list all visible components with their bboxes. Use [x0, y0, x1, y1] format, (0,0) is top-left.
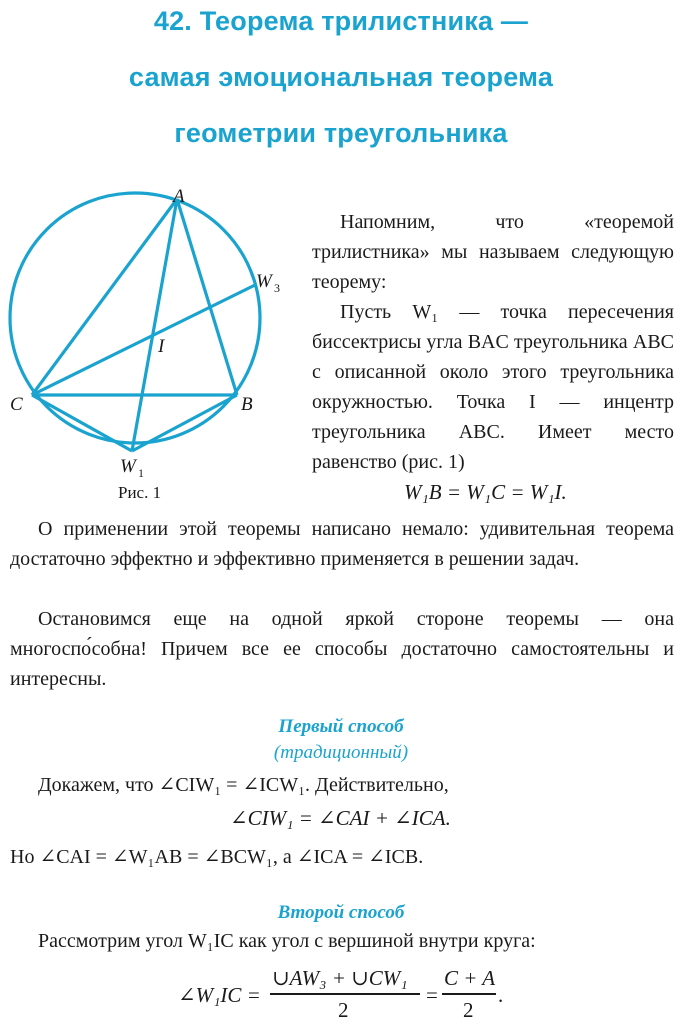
label-w3-sub: 3 — [274, 281, 280, 295]
equals-sign: = — [426, 983, 438, 1007]
fraction-2-bar — [442, 993, 496, 995]
label-b: B — [241, 394, 253, 415]
bisector-aw1 — [132, 199, 177, 451]
body-paragraph-2: Остановимся еще на одной яркой стороне теоремы — она многоспо́собна! Причем все ее способы достаточно самостоятельны и интересны. — [10, 608, 674, 690]
label-a: A — [173, 186, 185, 207]
title-line-1: 42. Теорема трилистника — — [153, 6, 529, 36]
title-line-3: геометрии треугольника — [174, 118, 508, 148]
chord-cw1 — [32, 395, 132, 451]
label-c: C — [10, 394, 23, 415]
title-line-2: самая эмоциональная теорема — [128, 62, 554, 92]
fraction-1-numerator: ∪AW₃ + ∪CW₁ — [272, 966, 408, 990]
method-1-line-1: Докажем, что ∠CIW₁ = ∠ICW₁. Действительно, — [38, 774, 449, 796]
method-2-line-1: Рассмотрим угол W₁IC как угол с вершиной внутри круга: — [38, 930, 536, 952]
intro-paragraph-1: Напомним, что «теоремой трилистника» мы называем следующую теорему: — [312, 211, 674, 293]
label-w1-sub: 1 — [138, 466, 144, 480]
method-2-lhs: ∠W₁IC = — [178, 983, 261, 1007]
side-ac — [32, 199, 177, 395]
formula-end-period: . — [498, 983, 504, 1007]
method-1-heading: Первый способ — [278, 716, 404, 737]
fraction-1-bar — [270, 993, 420, 995]
method-1-formula: ∠CIW₁ = ∠CAI + ∠ICA. — [230, 806, 451, 830]
fraction-1-denominator: 2 — [338, 998, 349, 1022]
body-paragraph-1: О применении этой теоремы написано немало: удивительная теорема достаточно эффектно и эффективно применяется в решении задач. — [10, 518, 674, 570]
label-w3: W — [256, 271, 272, 292]
fraction-2-denominator: 2 — [463, 998, 474, 1022]
method-1-subheading: (традиционный) — [273, 742, 409, 763]
label-i: I — [158, 336, 165, 357]
fraction-2-numerator: C + A — [444, 966, 496, 990]
intro-paragraph-2: Пусть W₁ — точка пересечения биссектрисы угла BAC треугольника ABC с описанной около этого треугольника окружностью. Точка I — инцентр треугольника ABC. Имеет место равенство (рис. 1) — [312, 301, 674, 473]
trefoil-formula: W₁B = W₁C = W₁I. — [404, 480, 567, 504]
figure-caption: Рис. 1 — [118, 483, 162, 502]
trefoil-figure — [0, 185, 300, 485]
method-1-line-2: Но ∠CAI = ∠W₁AB = ∠BCW₁, а ∠ICA = ∠ICB. — [10, 846, 424, 868]
method-2-heading: Второй способ — [277, 902, 405, 923]
label-w1: W — [120, 456, 136, 477]
chord-bw1 — [132, 395, 237, 451]
